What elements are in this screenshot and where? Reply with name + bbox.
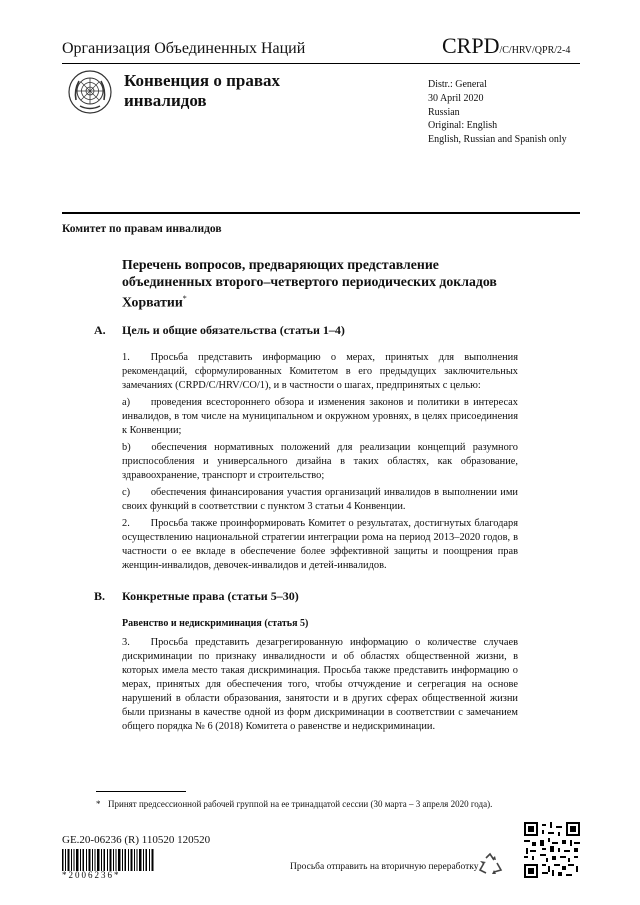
symbol-main: CRPD bbox=[442, 33, 500, 58]
paragraph-1b: b) обеспечения нормативных положений для реализации концепций разумного приспособления и универсального дизайна в таких областях, как образование, здравоохранение, транспорт и строительство; bbox=[122, 442, 518, 481]
header-rule bbox=[62, 63, 580, 64]
recycle-icon bbox=[477, 852, 503, 878]
distr-line: Distr.: General bbox=[428, 79, 487, 90]
paragraph-1c: c) обеспечения финансирования участия организаций инвалидов в выполнении ими своих функций в соответствии с пунктом 3 статьи 4 Конвенции. bbox=[122, 487, 518, 512]
organization-name: Организация Объединенных Наций bbox=[62, 40, 306, 57]
distr-language: Russian bbox=[428, 106, 460, 118]
recycle-notice: Просьба отправить на вторичную переработку bbox=[290, 862, 479, 872]
qr-code-icon bbox=[524, 822, 580, 878]
document-symbol bbox=[442, 33, 570, 59]
section-a-letter: A. bbox=[94, 323, 106, 337]
footnote bbox=[96, 798, 518, 811]
section-a-title: Цель и общие обязательства (статьи 1–4) bbox=[122, 323, 345, 337]
distribution-block bbox=[428, 78, 567, 147]
document-number: GE.20-06236 (R) 110520 120520 bbox=[62, 834, 211, 846]
footnote-marker: * bbox=[182, 294, 187, 303]
distr-original: Original: English bbox=[428, 120, 498, 132]
convention-title-line1: Конвенция о правах bbox=[124, 71, 281, 90]
footnote-star: * bbox=[96, 799, 101, 809]
distr-languages-only: English, Russian and Spanish only bbox=[428, 134, 567, 146]
barcode-icon bbox=[62, 849, 154, 871]
footnote-text: Принят предсессионной рабочей группой на ее тринадцатой сессии (30 марта – 3 апреля 2020 года). bbox=[108, 799, 493, 809]
footnote-rule bbox=[96, 791, 186, 792]
subheading-equality: Равенство и недискриминация (статья 5) bbox=[122, 618, 309, 629]
paragraph-2: 2. Просьба также проинформировать Комитет о результатах, достигнутых благодаря осуществлению национальной стратегии интеграции рома на период 2013–2020 годов, в частности о ее вкладе в обеспечение более эффективной защиты и поощрения прав женщин-инвалидов, девочек-инвалидов и детей-инвалидов. bbox=[122, 518, 518, 571]
paragraph-1a: a) проведения всестороннего обзора и изменения законов и политики в интересах инвалидов, в том числе на муниципальном и окружном уровнях, в целях присоединения к Конвенции; bbox=[122, 397, 518, 436]
distr-date: 30 April 2020 bbox=[428, 92, 484, 104]
committee-name: Комитет по правам инвалидов bbox=[62, 223, 222, 235]
paragraph-1: 1. Просьба представить информацию о мерах, принятых для выполнения рекомендаций, сформулированных Комитетом в его предыдущих заключительных замечаниях (CRPD/C/HRV/CO/1), и в частности о шагах, предпринятых с целью: bbox=[122, 352, 518, 391]
section-rule bbox=[62, 212, 580, 214]
paragraph-3: 3. Просьба представить дезагрегированную информацию о количестве случаев дискриминации по признаку инвалидности и об областях общественной жизни, в которых имела место такая дискриминация. Просьба также представить информацию о мерах, принятых для обеспечения того, чтобы отчуждение и сегрегация на основе нарушений в области образования, занятости и в других сферах общественной жизни были признаны в качестве одной из форм дискриминации в соответствии с замечанием общего порядка № 6 (2018) Комитета о равенстве и недискриминации. bbox=[122, 637, 518, 732]
convention-title-line2: инвалидов bbox=[124, 91, 207, 110]
document-title-text: Перечень вопросов, предваряющих представление объединенных второго–четвертого периодических докладов Хорватии bbox=[122, 257, 497, 310]
un-emblem-icon bbox=[68, 70, 112, 114]
convention-title bbox=[124, 71, 344, 111]
barcode-number: *2006236* bbox=[62, 870, 121, 880]
section-b-title: Конкретные права (статьи 5–30) bbox=[122, 589, 299, 603]
section-b-letter: B. bbox=[94, 589, 106, 603]
symbol-rest: /C/HRV/QPR/2-4 bbox=[499, 45, 571, 56]
document-title bbox=[122, 256, 522, 311]
